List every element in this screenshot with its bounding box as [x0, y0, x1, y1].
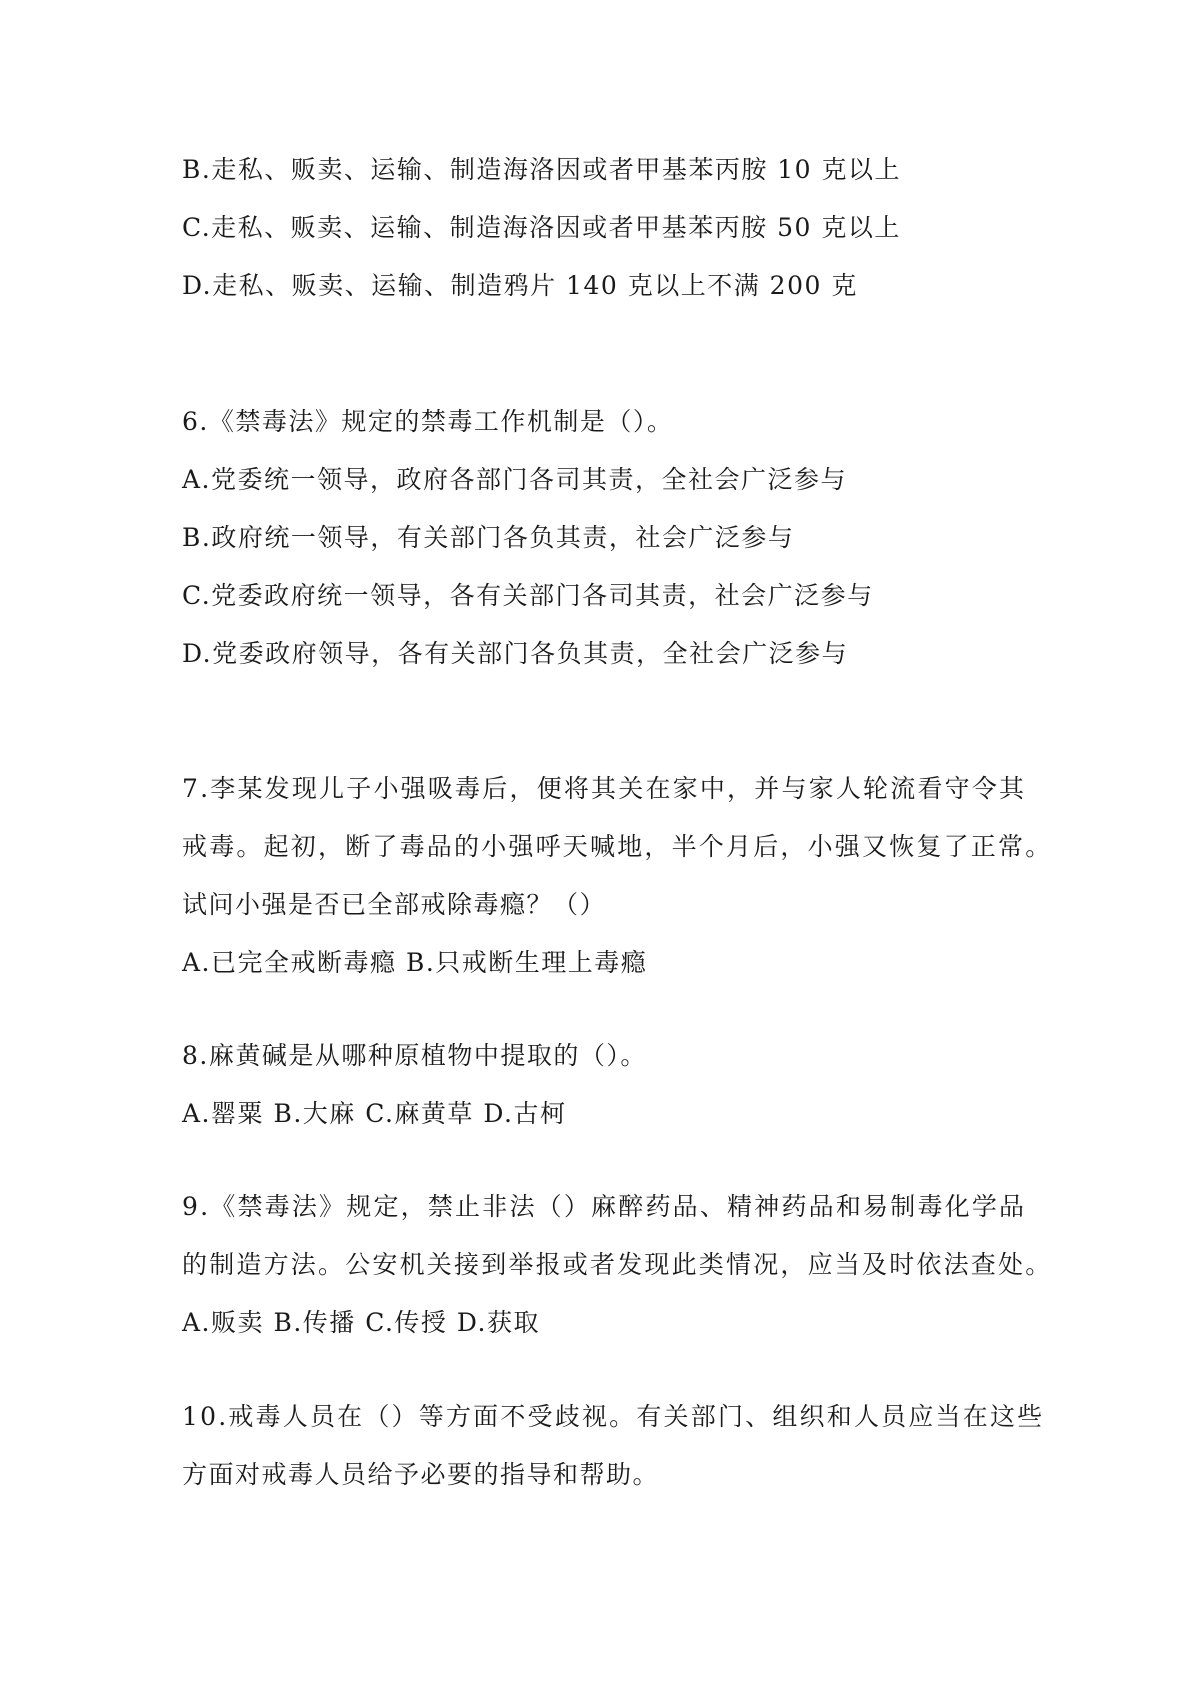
q7-question-line-1: 7.李某发现儿子小强吸毒后，便将其关在家中，并与家人轮流看守令其	[182, 774, 1027, 803]
q10-question-line-2: 方面对戒毒人员给予必要的指导和帮助。	[182, 1460, 660, 1489]
q6-question: 6.《禁毒法》规定的禁毒工作机制是（）。	[182, 407, 674, 436]
q6-option-b: B.政府统一领导，有关部门各负其责，社会广泛参与	[182, 523, 795, 552]
q7-question-line-3: 试问小强是否已全部戒除毒瘾？（）	[182, 890, 607, 919]
q5-option-c: C.走私、贩卖、运输、制造海洛因或者甲基苯丙胺 50 克以上	[182, 213, 901, 242]
q8-question: 8.麻黄碱是从哪种原植物中提取的（）。	[182, 1041, 647, 1070]
q5-option-d: D.走私、贩卖、运输、制造鸦片 140 克以上不满 200 克	[182, 271, 858, 300]
q6-option-a: A.党委统一领导，政府各部门各司其责，全社会广泛参与	[182, 465, 848, 494]
q5-option-b: B.走私、贩卖、运输、制造海洛因或者甲基苯丙胺 10 克以上	[182, 155, 902, 184]
q9-options: A.贩卖 B.传播 C.传授 D.获取	[182, 1308, 540, 1337]
q7-question-line-2: 戒毒。起初，断了毒品的小强呼天喊地，半个月后，小强又恢复了正常。	[182, 832, 1053, 861]
q6-option-c: C.党委政府统一领导，各有关部门各司其责，社会广泛参与	[182, 581, 874, 610]
q10-question-line-1: 10.戒毒人员在（）等方面不受歧视。有关部门、组织和人员应当在这些	[182, 1402, 1045, 1431]
q8-options: A.罂粟 B.大麻 C.麻黄草 D.古柯	[182, 1099, 567, 1128]
q6-option-d: D.党委政府领导，各有关部门各负其责，全社会广泛参与	[182, 639, 849, 668]
q9-question-line-1: 9.《禁毒法》规定，禁止非法（）麻醉药品、精神药品和易制毒化学品	[182, 1192, 1027, 1221]
q7-options: A.已完全戒断毒瘾 B.只戒断生理上毒瘾	[182, 948, 648, 977]
q9-question-line-2: 的制造方法。公安机关接到举报或者发现此类情况，应当及时依法查处。	[182, 1250, 1053, 1279]
